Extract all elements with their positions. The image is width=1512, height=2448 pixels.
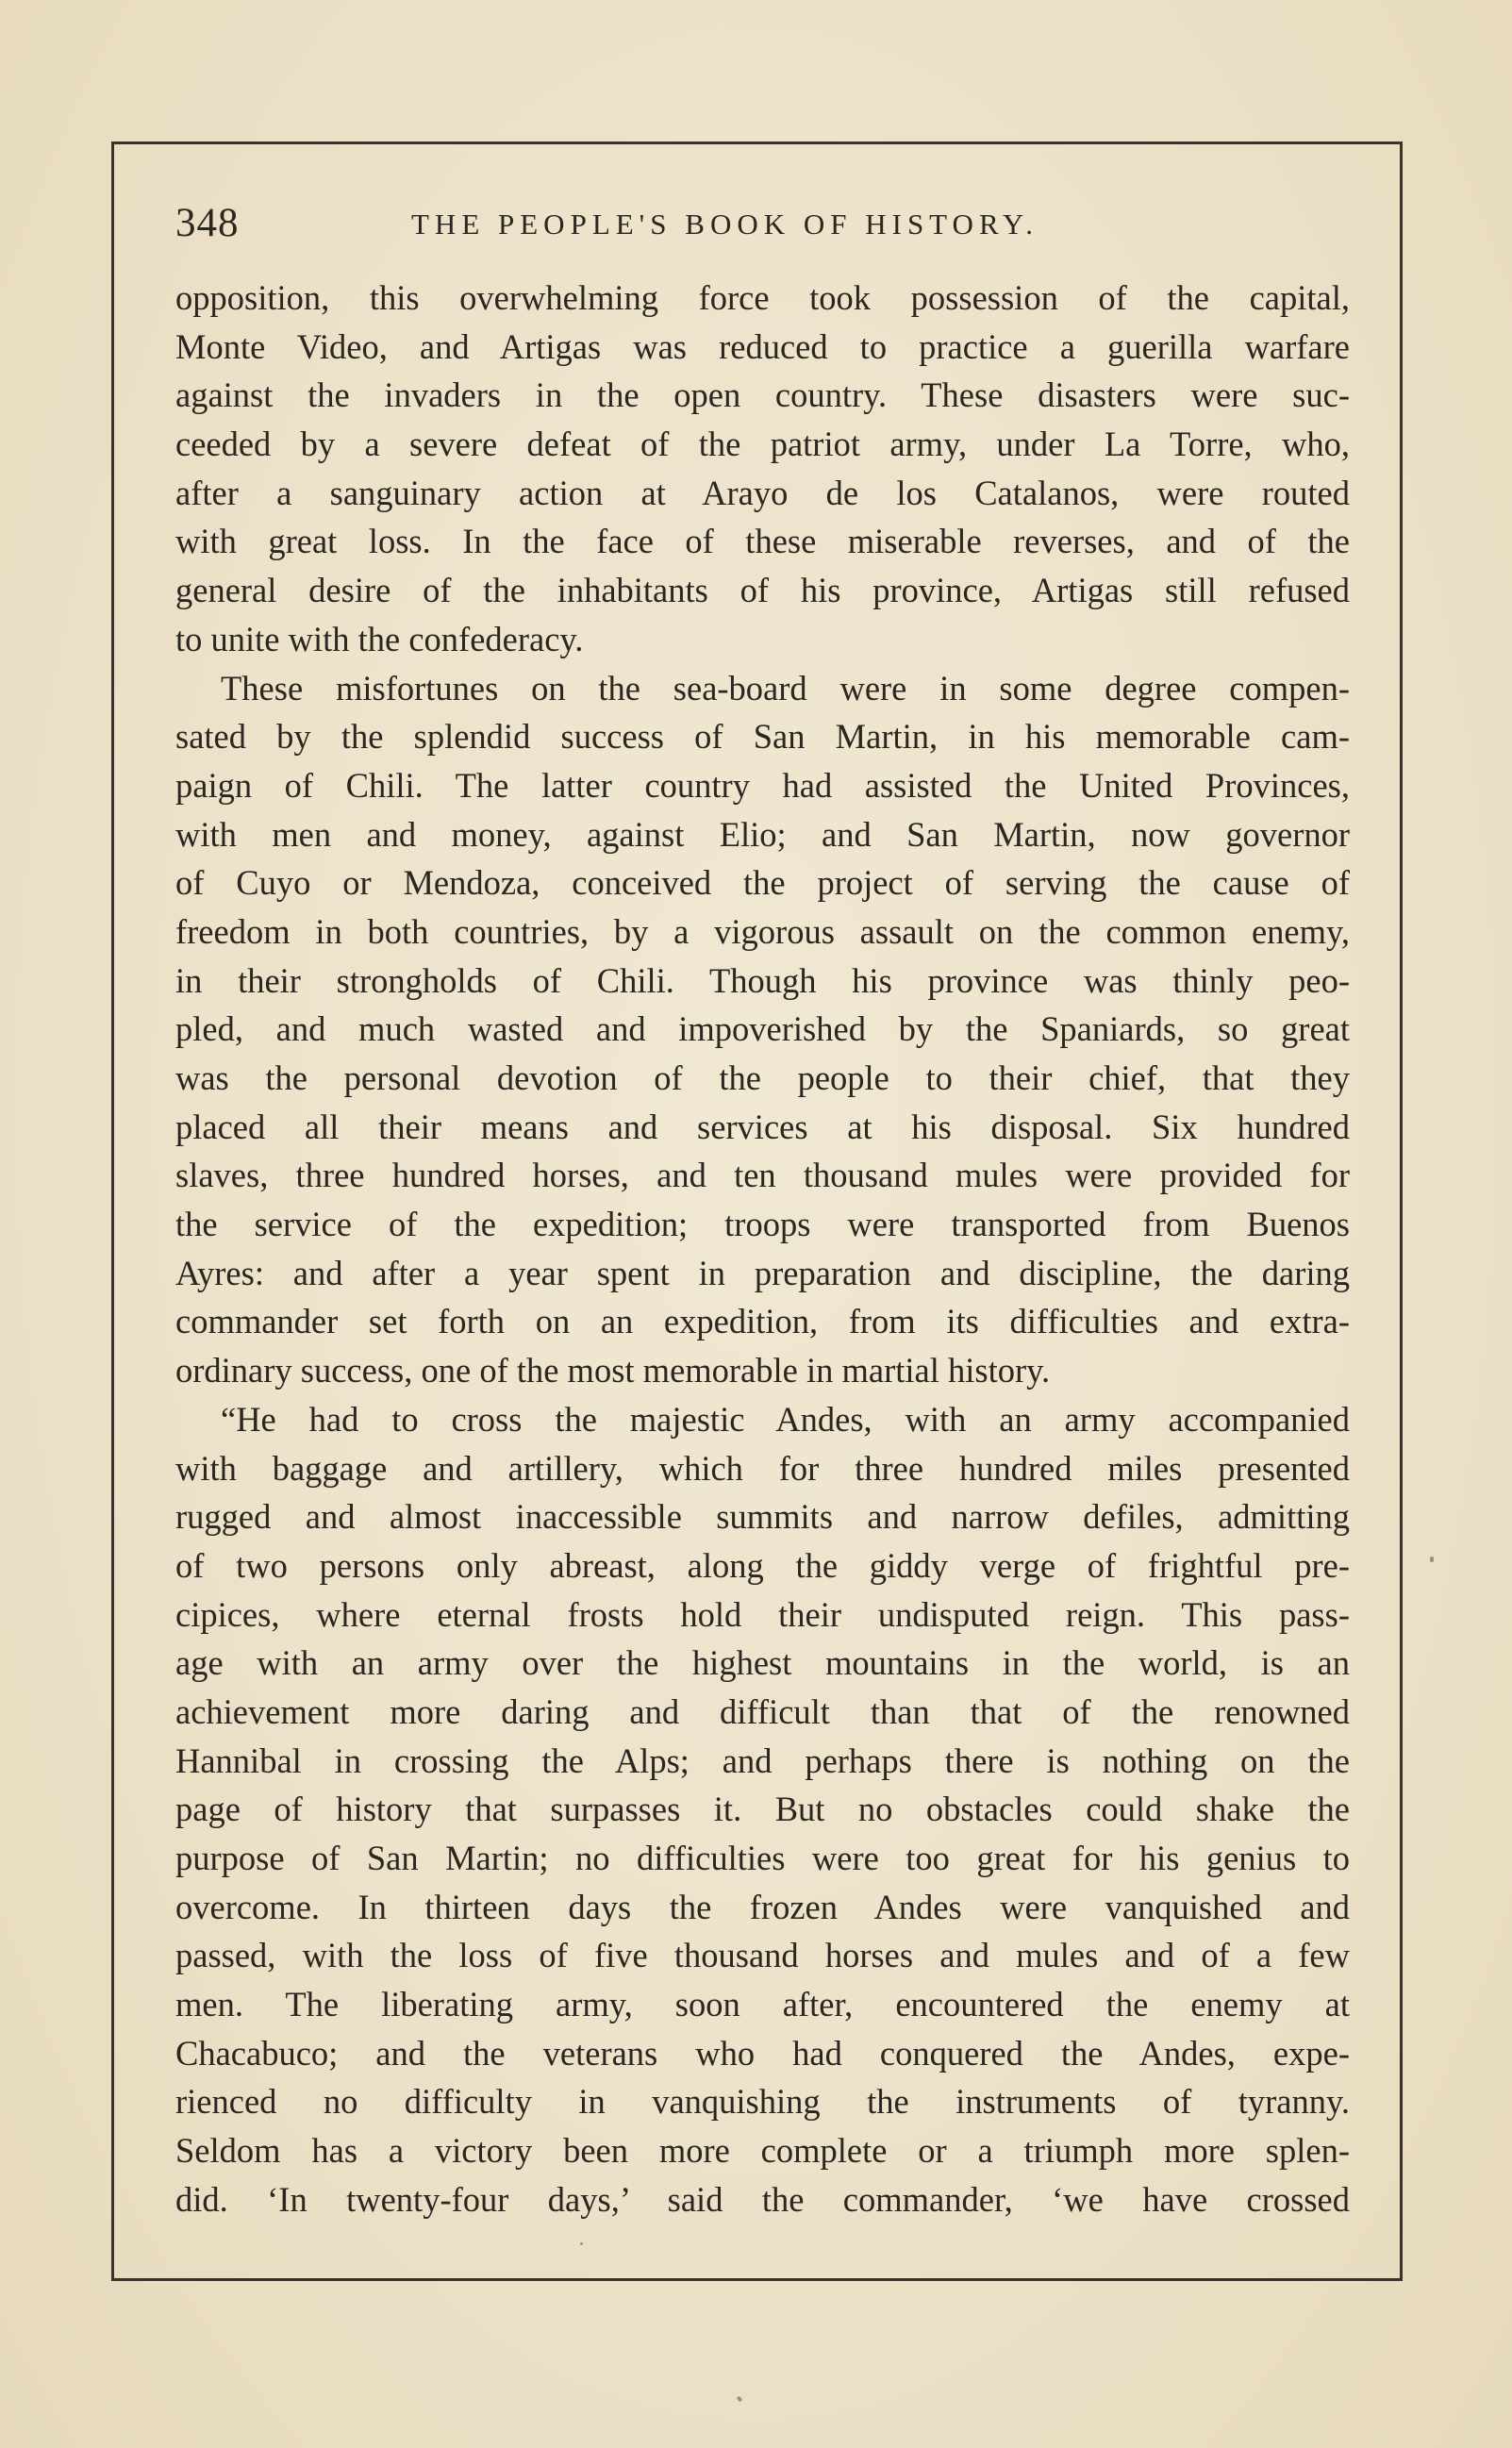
text-line: achievement more daring and difficult than that of the renowned xyxy=(175,1691,1350,1731)
text-line: against the invaders in the open country. These disasters were suc- xyxy=(175,375,1350,415)
body-text xyxy=(175,274,1350,2224)
text-line: placed all their means and services at his disposal. Six hundred xyxy=(175,1107,1350,1146)
text-line: opposition, this overwhelming force took possession of the capital, xyxy=(175,278,1350,317)
text-line: in their strongholds of Chili. Though his province was thinly peo- xyxy=(175,960,1350,1000)
text-line: age with an army over the highest mountains in the world, is an xyxy=(175,1643,1350,1683)
text-line: of two persons only abreast, along the giddy verge of frightful pre- xyxy=(175,1545,1350,1585)
text-line: purpose of San Martin; no difficulties were too great for his genius to xyxy=(175,1839,1350,1877)
running-head: THE PEOPLE'S BOOK OF HISTORY. xyxy=(411,208,1039,241)
page-number: 348 xyxy=(175,201,240,245)
text-line: page of history that surpasses it. But no obstacles could shake the xyxy=(175,1790,1350,1829)
text-line: sated by the splendid success of San Martin, in his memorable cam- xyxy=(175,717,1350,757)
text-line: with great loss. In the face of these miserable reverses, and of the xyxy=(175,522,1350,561)
text-line: These misfortunes on the sea-board were in some degree compen- xyxy=(221,668,1350,708)
text-line: to unite with the confederacy. xyxy=(175,619,584,658)
text-line: ceeded by a severe defeat of the patriot army, under La Torre, who, xyxy=(175,425,1350,464)
text-line: Ayres: and after a year spent in preparation and discipline, the daring xyxy=(175,1253,1350,1292)
text-line: ordinary success, one of the most memorable in martial history. xyxy=(175,1351,1051,1391)
text-line: general desire of the inhabitants of his province, Artigas still refused xyxy=(175,571,1350,610)
text-line: rugged and almost inaccessible summits and narrow defiles, admitting xyxy=(175,1497,1350,1537)
text-line: was the personal devotion of the people to their chief, that they xyxy=(175,1058,1350,1097)
text-line: passed, with the loss of five thousand horses and mules and of a few xyxy=(175,1936,1350,1975)
text-line: “He had to cross the majestic Andes, with an army accompanied xyxy=(221,1399,1350,1439)
text-line: paign of Chili. The latter country had assisted the United Provinces, xyxy=(175,765,1350,805)
text-line: slaves, three hundred horses, and ten thousand mules were provided for xyxy=(175,1156,1350,1195)
text-line: Monte Video, and Artigas was reduced to practice a guerilla warfare xyxy=(175,326,1350,366)
text-line: Hannibal in crossing the Alps; and perhaps there is nothing on the xyxy=(175,1740,1350,1780)
text-line: the service of the expedition; troops were transported from Buenos xyxy=(175,1205,1350,1244)
text-line: overcome. In thirteen days the frozen Andes were vanquished and xyxy=(175,1887,1350,1926)
paper-speck xyxy=(737,2395,743,2402)
text-line: of Cuyo or Mendoza, conceived the project of serving the cause of xyxy=(175,863,1350,903)
paper-speck xyxy=(580,2242,583,2245)
text-line: cipices, where eternal frosts hold their undisputed reign. This pass- xyxy=(175,1594,1350,1634)
text-line: Seldom has a victory been more complete or a triumph more splen- xyxy=(175,2131,1350,2171)
text-line: Chacabuco; and the veterans who had conquered the Andes, expe- xyxy=(175,2033,1350,2073)
text-line: with men and money, against Elio; and San Martin, now governor xyxy=(175,814,1350,854)
text-line: did. ‘In twenty-four days,’ said the commander, ‘we have crossed xyxy=(175,2179,1350,2219)
text-line: men. The liberating army, soon after, encountered the enemy at xyxy=(175,1985,1350,2024)
text-line: pled, and much wasted and impoverished by the Spaniards, so great xyxy=(175,1009,1350,1049)
text-line: rienced no difficulty in vanquishing the instruments of tyranny. xyxy=(175,2082,1350,2122)
text-line: after a sanguinary action at Arayo de los Catalanos, were routed xyxy=(175,473,1350,512)
paper-speck xyxy=(1430,1557,1434,1562)
text-line: freedom in both countries, by a vigorous assault on the common enemy, xyxy=(175,911,1350,951)
text-line: with baggage and artillery, which for three hundred miles presented xyxy=(175,1448,1350,1488)
text-line: commander set forth on an expedition, from its difficulties and extra- xyxy=(175,1302,1350,1341)
page-header xyxy=(175,200,1350,257)
